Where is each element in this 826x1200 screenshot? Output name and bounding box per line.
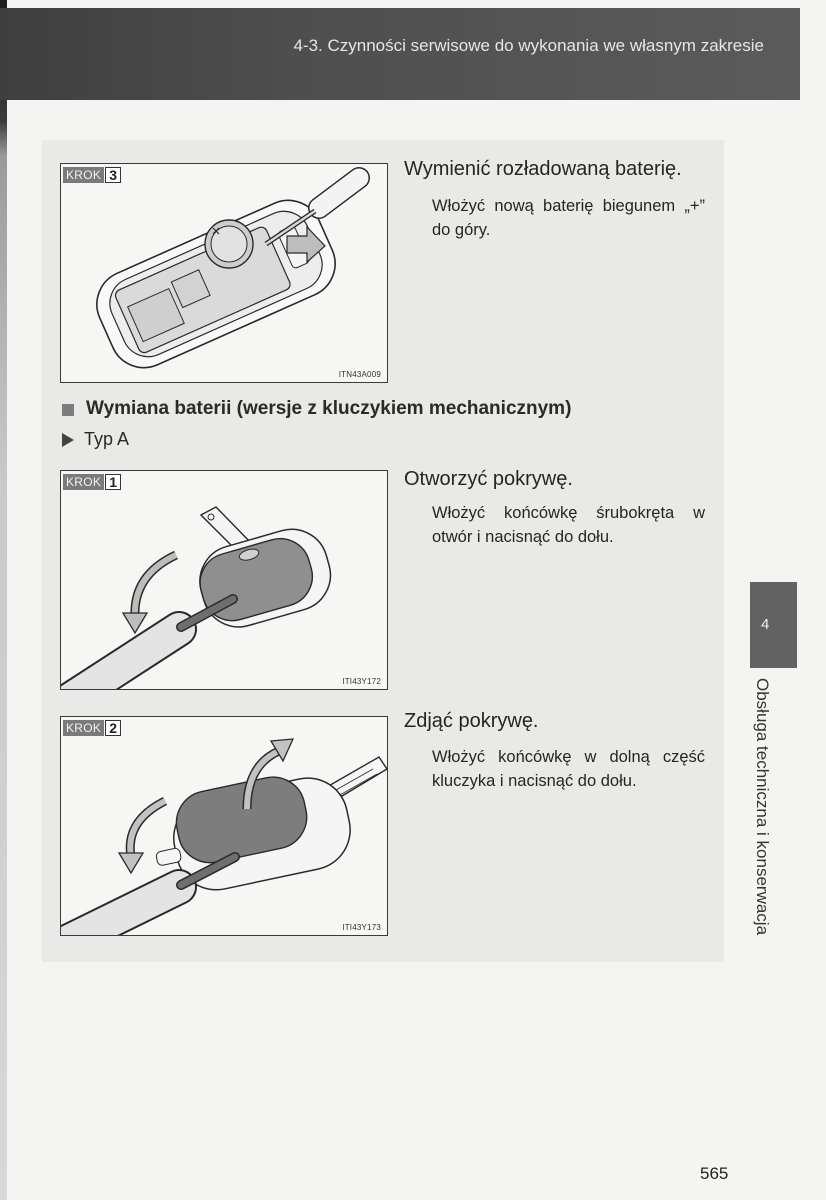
figure-code: ITN43A009 bbox=[338, 370, 381, 379]
section-title: Wymiana baterii (wersje z kluczykiem mechanicznym) bbox=[86, 398, 572, 419]
chapter-side-tab bbox=[750, 582, 797, 668]
coin-battery bbox=[205, 220, 253, 268]
step-number: 3 bbox=[105, 167, 121, 183]
section-bullet-square bbox=[62, 404, 74, 416]
step-word: KROK bbox=[63, 474, 104, 490]
chapter-side-label: Obsługa techniczna i konserwacja bbox=[753, 678, 772, 936]
step-1-body: Włożyć końcówkę śrubokręta w otwór i nacisnąć do dołu. bbox=[432, 504, 705, 546]
step-1-label bbox=[63, 474, 121, 490]
scan-edge-shadow bbox=[0, 0, 7, 1200]
step-1-illustration bbox=[60, 470, 388, 690]
key-fob-body bbox=[191, 521, 339, 636]
step-number: 1 bbox=[105, 474, 121, 490]
figure-code: ITI43Y173 bbox=[342, 923, 381, 932]
triangle-bullet-icon bbox=[62, 433, 74, 447]
screwdriver bbox=[71, 599, 233, 689]
figure-code: ITI43Y172 bbox=[342, 677, 381, 686]
chapter-header-bar bbox=[0, 8, 800, 100]
step-3-illustration bbox=[60, 163, 388, 383]
remove-cover-drawing bbox=[61, 717, 387, 935]
step-2-illustration bbox=[60, 716, 388, 936]
open-cover-drawing bbox=[61, 471, 387, 689]
screwdriver bbox=[69, 857, 235, 935]
page-number: 565 bbox=[700, 1164, 729, 1183]
step-number: 2 bbox=[105, 720, 121, 736]
step-3-heading: Wymienić rozładowaną baterię. bbox=[404, 158, 682, 180]
chapter-title: 4-3. Czynności serwisowe do wykonania we własnym zakresie bbox=[293, 36, 764, 55]
step-2-label bbox=[63, 720, 121, 736]
step-word: KROK bbox=[63, 167, 104, 183]
step-1-heading: Otworzyć pokrywę. bbox=[404, 468, 573, 490]
battery-replacement-drawing bbox=[61, 164, 387, 382]
step-2-heading: Zdjąć pokrywę. bbox=[404, 710, 539, 732]
step-2-body: Włożyć końcówkę w dolną część kluczyka i nacisnąć do dołu. bbox=[432, 748, 705, 790]
step-3-label bbox=[63, 167, 121, 183]
chapter-number: 4 bbox=[761, 616, 770, 633]
step-3-body: Włożyć nową baterię biegunem „+” do góry. bbox=[432, 197, 705, 239]
type-subtitle: Typ A bbox=[84, 429, 130, 449]
step-word: KROK bbox=[63, 720, 104, 736]
